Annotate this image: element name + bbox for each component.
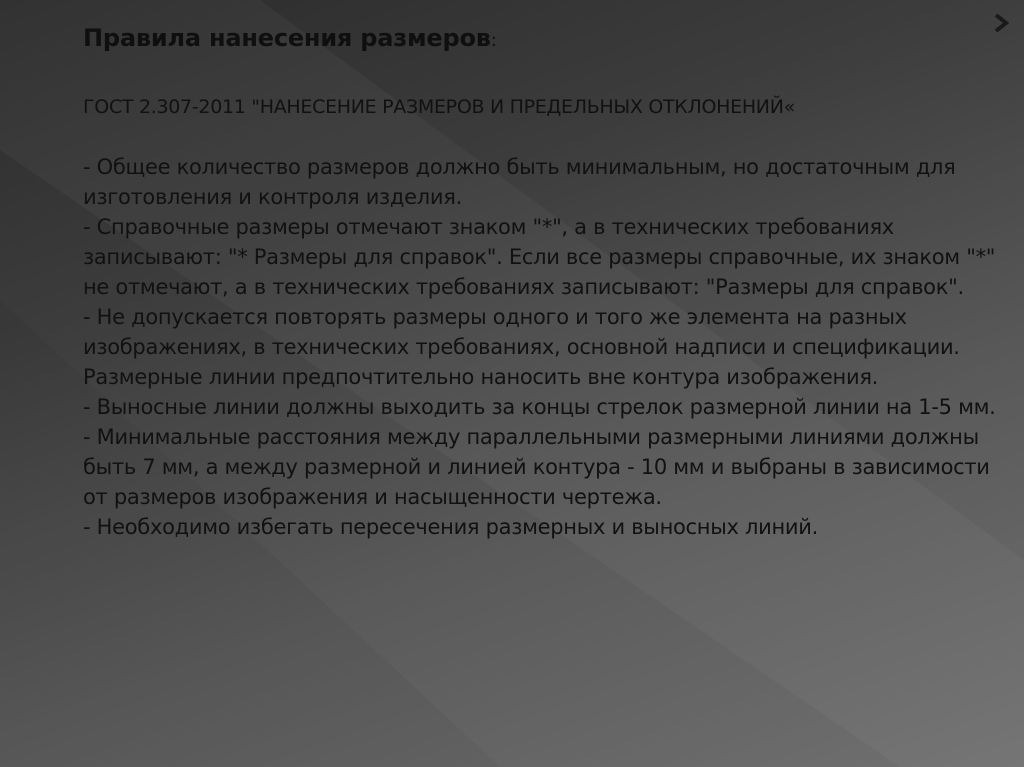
rule-item: - Необходимо избегать пересечения размерных и выносных линий.	[83, 515, 818, 539]
rule-item: - Не допускается повторять размеры одного и того же элемента на разных изображениях, в технических требованиях, основной надписи и спецификации.	[83, 305, 960, 359]
slide-title	[83, 24, 497, 52]
rules-list	[83, 152, 1003, 542]
rule-item: - Выносные линии должны выходить за концы стрелок размерной линии на 1-5 мм.	[83, 395, 996, 419]
chevron-right-icon[interactable]	[990, 12, 1012, 34]
rule-item: - Общее количество размеров должно быть минимальным, но достаточным для изготовления и контроля изделия.	[83, 155, 956, 209]
gost-reference: ГОСТ 2.307-2011 "НАНЕСЕНИЕ РАЗМЕРОВ И ПРЕДЕЛЬНЫХ ОТКЛОНЕНИЙ«	[83, 96, 795, 118]
slide-title-text: Правила нанесения размеров	[83, 24, 491, 52]
slide-content	[83, 92, 1003, 542]
rule-item: - Справочные размеры отмечают знаком "*", а в технических требованиях записывают: "* Размеры для справок". Если все размеры справочные, их знаком "*" не отмечают, а в технических требованиях записывают: "Размеры для справок".	[83, 215, 996, 299]
slide-title-colon: :	[490, 30, 497, 51]
rule-item: - Минимальные расстояния между параллельными размерными линиями должны быть 7 мм, а между размерной и линией контура - 10 мм и выбраны в зависимости от размеров изображения и насыщенности чертежа.	[83, 425, 990, 509]
rule-item: Размерные линии предпочтительно наносить вне контура изображения.	[83, 365, 879, 389]
spacer	[83, 122, 1003, 152]
